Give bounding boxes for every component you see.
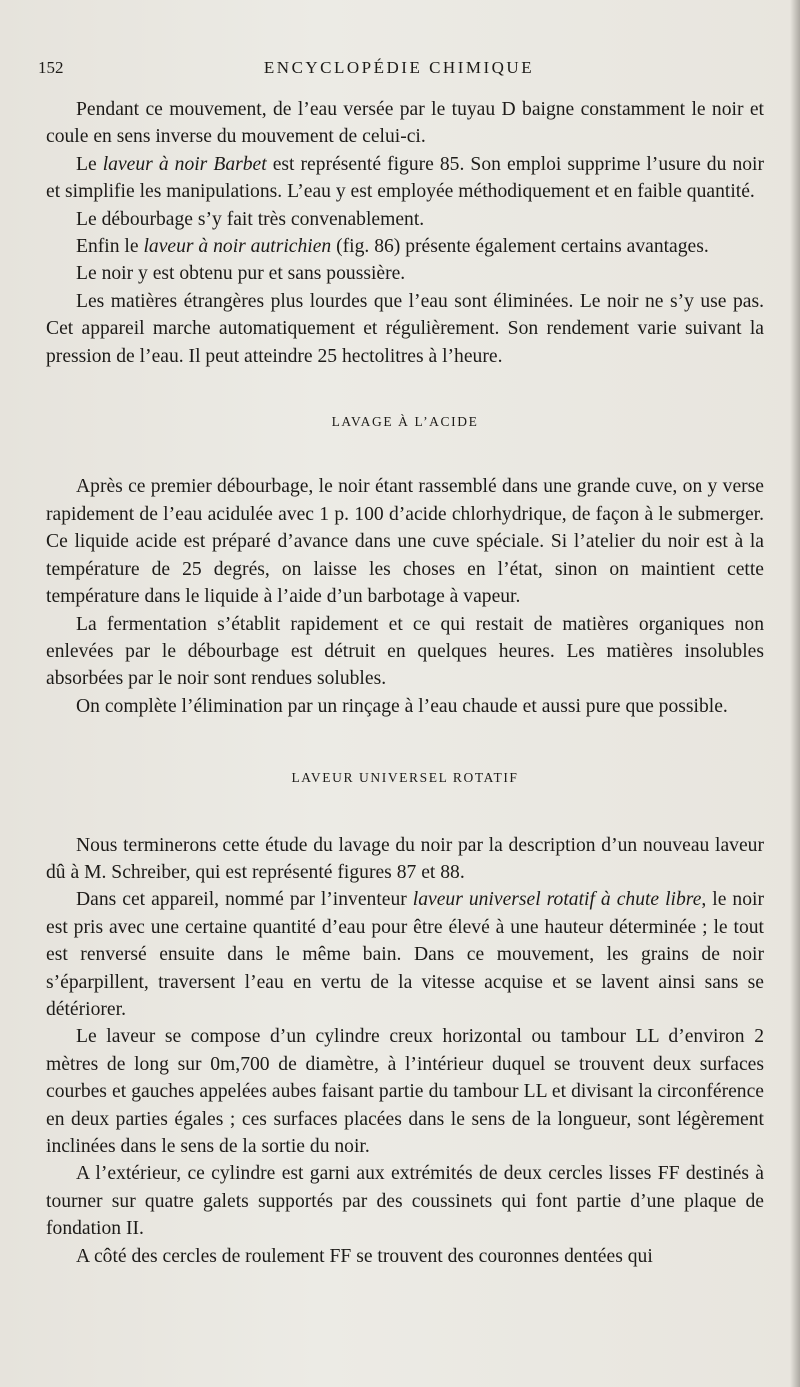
page-body — [46, 96, 764, 1270]
paragraph — [46, 886, 764, 1023]
paragraph — [46, 233, 764, 260]
paragraph: A côté des cercles de roulement FF se trouvent des couronnes dentées qui — [76, 1245, 653, 1267]
page-number: 152 — [38, 58, 64, 77]
text-run: Enfin le — [76, 236, 144, 258]
paragraph: Après ce premier débourbage, le noir étant rassemblé dans une grande cuve, on y verse rapidement de l’eau acidulée avec 1 p. 100 d’acide chlorhydrique, de façon à le submerger. Ce liquide acide est préparé d’avance dans une cuve spéciale. Si l’atelier du noir est à la température de 25 degrés, on laisse les choses en l’état, sinon on maintient cette température dans le liquide à l’aide d’un barbotage à vapeur. — [46, 476, 764, 608]
paragraph: On complète l’élimination par un rinçage à l’eau chaude et aussi pure que possible. — [76, 695, 728, 717]
paragraph: A l’extérieur, ce cylindre est garni aux extrémités de deux cercles lisses FF destinés à tourner sur quatre galets supportés par des coussinets qui font partie d’une plaque de fondation II. — [46, 1163, 764, 1240]
text-run: , le noir est pris avec une certaine quantité d’eau pour être élevé à une hauteur déterminée ; le tout est renversé ensuite dans le même bain. Dans ce mouvement, les grains de noir s’éparpillent, traversent l’eau en vertu de la vitesse acquise et se lavent ainsi sans se détériorer. — [46, 889, 764, 1020]
paragraph: La fermentation s’établit rapidement et ce qui restait de matières organiques non enlevées par le débourbage est détruit en quelques heures. Les matières insolubles absorbées par le noir sont rendues solubles. — [46, 613, 764, 690]
paragraph: Nous terminerons cette étude du lavage du noir par la description d’un nouveau laveur dû à M. Schreiber, qui est représenté figures 87 et 88. — [46, 834, 764, 883]
paragraph: Pendant ce mouvement, de l’eau versée par le tuyau D baigne constamment le noir et coule en sens inverse du mouvement de celui-ci. — [46, 99, 764, 148]
paragraph — [46, 151, 764, 206]
paragraph: Le laveur se compose d’un cylindre creux horizontal ou tambour LL d’environ 2 mètres de long sur 0m,700 de diamètre, à l’intérieur duquel se trouvent deux surfaces courbes et gauches appelées aubes faisant partie du tambour LL et divisant la circonférence en deux parties égales ; ces surfaces placées dans le sens de la longueur, sont légèrement inclinées dans le sens de la sortie du noir. — [46, 1026, 764, 1157]
paragraph: Les matières étrangères plus lourdes que l’eau sont éliminées. Le noir ne s’y use pas. Cet appareil marche automatiquement et régulièrement. Son rendement varie suivant la pression de l’eau. Il peut atteindre 25 hectolitres à l’heure. — [46, 290, 764, 367]
running-title: ENCYCLOPÉDIE CHIMIQUE — [263, 58, 535, 77]
text-run: Dans cet appareil, nommé par l’inventeur — [76, 889, 413, 911]
section-heading: LAVEUR UNIVERSEL ROTATIF — [291, 770, 519, 786]
text-run: est représenté figure 85. Son emploi supprime l’usure du noir et simplifie les manipulations. L’eau y est employée méthodiquement et en faible quantité. — [46, 153, 765, 203]
section-heading: LAVAGE À L’ACIDE — [331, 414, 479, 430]
page-header — [38, 58, 760, 82]
page-edge-shadow — [790, 0, 800, 1387]
italic-term: laveur universel rotatif à chute libre — [412, 889, 702, 911]
italic-term: laveur à noir Barbet — [102, 153, 267, 175]
paragraph: Le noir y est obtenu pur et sans poussière. — [76, 263, 406, 285]
italic-term: laveur à noir autrichien — [143, 236, 332, 258]
text-run: (fig. 86) présente également certains avantages. — [331, 236, 709, 258]
text-run: Le — [76, 153, 103, 175]
paragraph: Le débourbage s’y fait très convenablement. — [76, 208, 425, 230]
